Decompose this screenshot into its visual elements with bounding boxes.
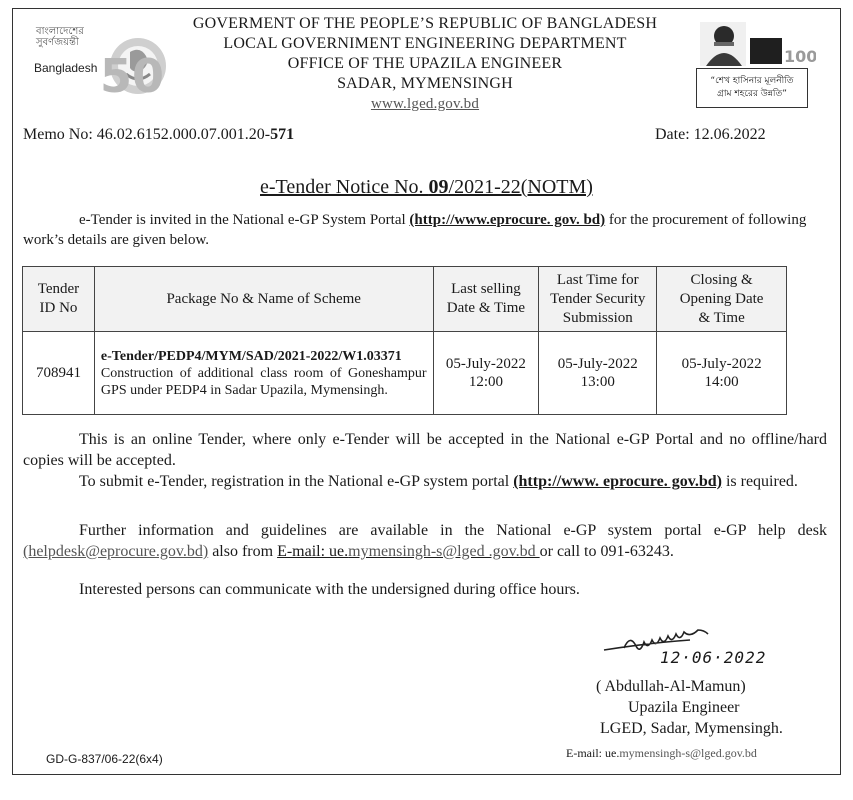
header-line-government: GOVERMENT OF THE PEOPLE’S REPUBLIC OF BANGLADESH (192, 15, 658, 32)
header-website-link[interactable]: www.lged.gov.bd (370, 96, 480, 112)
office-email-link[interactable]: E-mail: ue.mymensingh-s@lged .gov.bd (277, 543, 540, 560)
slogan-line-1: “শেখ হাসিনার মূলনীতি (710, 76, 794, 86)
signatory-name: ( Abdullah-Al-Mamun) (596, 678, 746, 695)
table-header-row (23, 267, 787, 332)
signature-date: 12·06·2022 (660, 648, 767, 667)
notice-number: 09 (428, 176, 449, 198)
memo-number: Memo No: 46.02.6152.000.07.001.20-571 (23, 126, 295, 143)
table-row (23, 332, 787, 415)
header-package: Package No & Name of Scheme (94, 267, 433, 332)
intro-paragraph: e-Tender is invited in the National e-GP System Portal (http://www.eprocure. gov. bd) for the procurement of following work’s details are given below. (23, 212, 807, 248)
online-tender-paragraph: This is an online Tender, where only e-Tender will be accepted in the National e-GP Portal and no offline/hard copies will be accepted. (23, 431, 827, 469)
helpdesk-email-link[interactable]: (helpdesk@eprocure.gov.bd) (23, 543, 209, 560)
header-closing: Closing & Opening Date & Time (657, 267, 787, 332)
header-tender-id: Tender ID No (23, 267, 95, 332)
svg-text:100: 100 (784, 47, 816, 66)
header-line-location: SADAR, MYMENSINGH (337, 75, 513, 92)
header-line-department: LOCAL GOVERNIMENT ENGINEERING DEPARTMENT (223, 35, 627, 52)
logo-bangla-text: বাংলাদেশের সুবর্ণজয়ন্তী (36, 26, 84, 48)
header-last-security: Last Time for Tender Security Submission (539, 267, 657, 332)
slogan-box (696, 68, 808, 108)
cell-last-selling: 05-July-2022 12:00 (433, 332, 539, 415)
registration-paragraph: To submit e-Tender, registration in the National e-GP system portal (http://www. eprocure. gov.bd) is required. (79, 473, 798, 490)
signatory-block (560, 676, 820, 739)
communication-paragraph: Interested persons can communicate with the undersigned during office hours. (79, 581, 580, 598)
publication-code: GD-G-837/06-22(6x4) (46, 752, 163, 766)
memo-number-suffix: 571 (270, 126, 295, 143)
office-header (160, 14, 690, 114)
signatory-email: E-mail: ue.mymensingh-s@lged.gov.bd (566, 746, 757, 760)
logo-country-label: Bangladesh (34, 61, 98, 75)
cell-package (94, 332, 433, 415)
header-line-office: OFFICE OF THE UPAZILA ENGINEER (287, 55, 563, 72)
cell-tender-id: 708941 (23, 332, 95, 415)
mujib-100-logo (692, 18, 816, 110)
registration-portal-link[interactable]: (http://www. eprocure. gov.bd) (513, 473, 722, 490)
signatory-designation: Upazila Engineer (628, 699, 740, 716)
bangladesh-50-logo (30, 22, 170, 102)
notice-title: e-Tender Notice No. 09/2021-22(NOTM) (260, 176, 593, 198)
slogan-line-2: গ্রাম শহরের উন্নতি” (717, 89, 787, 99)
cell-last-security: 05-July-2022 13:00 (539, 332, 657, 415)
package-number: e-Tender/PEDP4/MYM/SAD/2021-2022/W1.03371 (100, 348, 402, 364)
tender-table (22, 266, 787, 415)
scheme-name: Construction of additional class room of Goneshampur GPS under PEDP4 in Sadar Upazila, Mymensingh. (100, 365, 427, 398)
signatory-office: LGED, Sadar, Mymensingh. (600, 720, 783, 737)
portrait-emblem-icon (692, 18, 816, 70)
signature-graphic (600, 628, 780, 672)
memo-date: Date: 12.06.2022 (655, 126, 766, 143)
eprocure-link[interactable]: (http://www.eprocure. gov. bd) (409, 212, 606, 228)
svg-text:50: 50 (100, 49, 165, 102)
guidelines-paragraph: Further information and guidelines are available in the National e-GP system portal e-GP help desk (helpdesk@eprocure.gov.bd) also from E-mail: ue.mymensingh-s@lged .gov.bd or call to 091-63243. (23, 522, 827, 560)
header-last-selling: Last selling Date & Time (433, 267, 539, 332)
cell-closing: 05-July-2022 14:00 (657, 332, 787, 415)
